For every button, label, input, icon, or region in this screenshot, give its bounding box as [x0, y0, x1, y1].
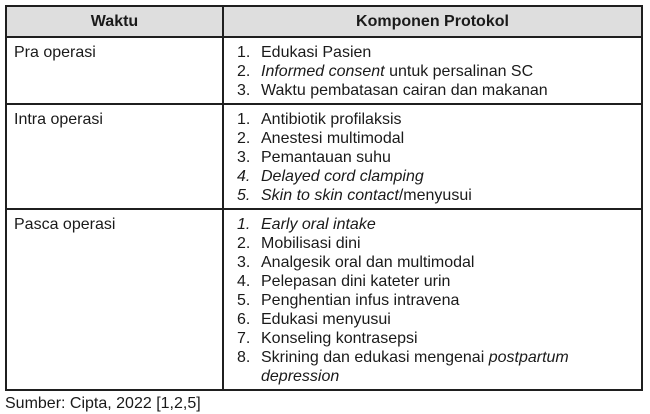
item-number: 2. [237, 130, 251, 147]
item-number: 6. [237, 311, 251, 328]
items-cell [223, 209, 642, 390]
col-header-waktu: Waktu [6, 6, 223, 37]
source-note: Sumber: Cipta, 2022 [1,2,5] [5, 395, 201, 412]
item-number: 1. [237, 216, 251, 233]
plain-text: Analgesik oral dan multimodal [261, 254, 475, 271]
plain-text: Antibiotik profilaksis [261, 111, 402, 128]
table-row [6, 209, 642, 390]
phase-cell: Pasca operasi [6, 209, 223, 390]
table-row [6, 104, 642, 209]
item-text [261, 110, 633, 129]
plain-text: Anestesi multimodal [261, 130, 405, 147]
item-text [261, 348, 633, 386]
plain-text: Pemantauan suhu [261, 149, 391, 166]
item-text [261, 186, 633, 205]
list-item [237, 148, 633, 167]
item-text [261, 215, 633, 234]
italic-text: Skin to skin contact [261, 187, 399, 204]
item-text [261, 62, 633, 81]
item-text [261, 148, 633, 167]
item-text [261, 329, 633, 348]
plain-text: Edukasi menyusui [261, 311, 391, 328]
italic-text: postpartum depression [261, 349, 569, 385]
italic-text: Informed consent [261, 63, 385, 80]
item-text [261, 81, 633, 100]
plain-text: Skrining dan edukasi mengenai [261, 349, 489, 366]
plain-text: Mobilisasi dini [261, 235, 361, 252]
item-number: 3. [237, 82, 251, 99]
list-item [237, 291, 633, 310]
table-header [6, 6, 642, 37]
italic-text: Delayed cord clamping [261, 168, 424, 185]
item-number: 1. [237, 44, 251, 61]
italic-text: Early oral intake [261, 216, 376, 233]
table-body [6, 37, 642, 390]
list-item [237, 215, 633, 234]
item-text [261, 234, 633, 253]
item-text [261, 43, 633, 62]
item-number: 2. [237, 63, 251, 80]
plain-text: Penghentian infus intravena [261, 292, 460, 309]
item-number: 5. [237, 187, 251, 204]
list-item [237, 43, 633, 62]
item-number: 5. [237, 292, 251, 309]
protocol-table [5, 5, 643, 391]
plain-text: /menyusui [398, 187, 472, 204]
list-item [237, 310, 633, 329]
item-number: 3. [237, 254, 251, 271]
item-number: 1. [237, 111, 251, 128]
item-text [261, 291, 633, 310]
list-item [237, 129, 633, 148]
col-header-komponen-protokol: Komponen Protokol [223, 6, 642, 37]
item-text [261, 167, 633, 186]
list-item [237, 329, 633, 348]
item-text [261, 310, 633, 329]
item-number: 2. [237, 235, 251, 252]
list-item [237, 253, 633, 272]
plain-text: Waktu pembatasan cairan dan makanan [261, 82, 548, 99]
item-number: 4. [237, 168, 251, 185]
table-row [6, 37, 642, 104]
plain-text: Konseling kontrasepsi [261, 330, 418, 347]
item-number: 4. [237, 273, 251, 290]
list-item [237, 167, 633, 186]
item-number: 3. [237, 149, 251, 166]
phase-cell: Intra operasi [6, 104, 223, 209]
phase-cell: Pra operasi [6, 37, 223, 104]
list-item [237, 186, 633, 205]
item-text [261, 129, 633, 148]
items-cell [223, 37, 642, 104]
plain-text: untuk persalinan SC [384, 63, 534, 80]
list-item [237, 234, 633, 253]
list-item [237, 62, 633, 81]
list-item [237, 81, 633, 100]
item-number: 8. [237, 349, 251, 366]
item-number: 7. [237, 330, 251, 347]
header-row [6, 6, 642, 37]
item-text [261, 272, 633, 291]
list-item [237, 110, 633, 129]
plain-text: Edukasi Pasien [261, 44, 372, 61]
list-item [237, 348, 633, 386]
items-cell [223, 104, 642, 209]
list-item [237, 272, 633, 291]
item-text [261, 253, 633, 272]
plain-text: Pelepasan dini kateter urin [261, 273, 451, 290]
